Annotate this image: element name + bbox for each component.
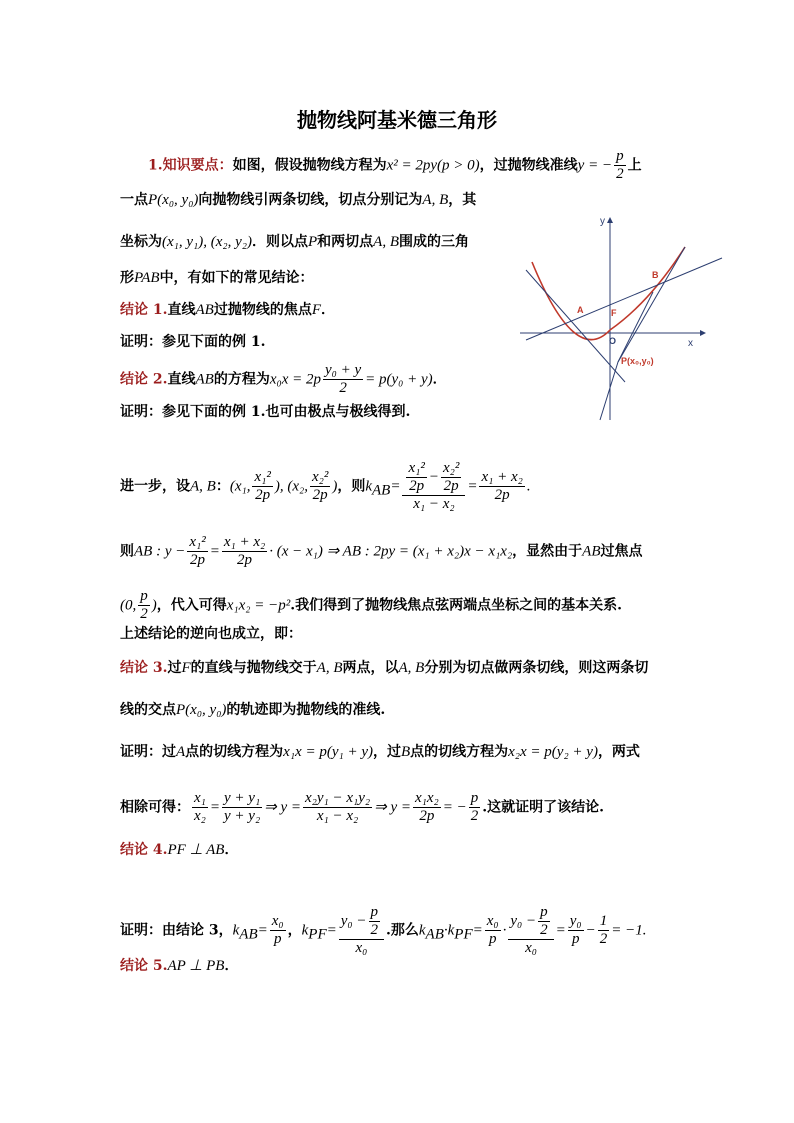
then-line: 则AB : y − $\frac{\text{x₁²}}{2p}$ = $\frac{\text{x₁ + x₂}}{2p}$ · (x − x₁) ⇒ AB : 2py = (x₁ + x₂)x − x₁x₂，显然由于AB过焦点 xyxy=(120,534,643,568)
label-y: y xyxy=(600,216,605,227)
proof-2: 证明：参见下面的例 1.也可由极点与极线得到. xyxy=(120,404,411,420)
parabola-curve xyxy=(532,247,685,340)
label-b: B xyxy=(652,270,659,280)
tangent-line-b xyxy=(618,247,685,362)
conclusion-1: 结论 1.直线AB过抛物线的焦点F． xyxy=(120,302,335,318)
proof-3-line-2: 相除可得： $\frac{\text{x₁}}{\text{x₂}}$ = $\frac{\text{y + y₁}}{\text{y + y₂}}$ ⇒ y = $\frac{\text{x₂y₁ − x₁y₂}}{\text{x₁ − x₂}}$ ⇒ y = $\frac{\text{x₁x₂}}{2p}$ = − $\frac{p}{2}$ .这就证明了该结论. xyxy=(120,790,604,824)
conclusion-2: 结论 2.直线AB的方程为x₀x = 2p $\frac{\text{y₀ + y}}{2}$ = p(y₀ + y)． xyxy=(120,362,447,396)
label-o: O xyxy=(609,336,617,346)
parabola-figure xyxy=(520,212,725,422)
chord-ab xyxy=(526,258,722,340)
conclusion-3-line-2: 线的交点P(x₀, y₀)的轨迹即为抛物线的准线. xyxy=(120,702,386,718)
page-title: 抛物线阿基米德三角形 xyxy=(297,108,497,132)
label-p: P(x₀,y₀) xyxy=(621,356,654,366)
conclusion-5: 结论 5.AP ⊥ PB． xyxy=(120,958,239,974)
label-f: F xyxy=(611,308,617,318)
proof-4: 证明：由结论 3，$k_{AB}=$ $\frac{\text{x₀}}{p}$ ，$k_{PF}=$ y₀ − $\frac{p}{2}$ x₀ .那么$k_{AB}\cdot k_{PF}=$ $\frac{\text{x₀}}{p}$ · y₀ − $\frac{p}{2}$ x₀ = $\frac{\text{y₀}}{p}$ − $\frac{1}{2}$ = −1. xyxy=(120,904,647,956)
inverse-line: 上述结论的逆向也成立，即： xyxy=(120,626,302,642)
label-a: A xyxy=(577,305,584,315)
proof-1: 证明：参见下面的例 1. xyxy=(120,334,266,350)
label-x: x xyxy=(688,338,693,349)
proof-3: 证明：过A点的切线方程为x₁x = p(y₁ + y)，过B点的切线方程为x₂x = p(y₂ + y)，两式 xyxy=(120,744,640,760)
intro-line-2: 一点P(x₀, y₀)向抛物线引两条切线，切点分别记为A, B，其 xyxy=(120,192,477,208)
conclusion-3: 结论 3.过F的直线与抛物线交于A, B两点，以A, B分别为切点做两条切线，则这两条切 xyxy=(120,660,649,676)
intro-label: 1.知识要点： xyxy=(148,157,233,174)
intro-line-3: 坐标为(x₁, y₁), (x₂, y₂)．则以点P和两切点A, B围成的三角 xyxy=(120,234,469,250)
intro-line-4: 形PAB中，有如下的常见结论： xyxy=(120,270,314,286)
line-pb-extended xyxy=(618,292,653,362)
intro-line-1: 1.知识要点：如图，假设抛物线方程为x² = 2py(p > 0)，过抛物线准线y = − $\frac{p}{2}$ 上 xyxy=(148,148,642,182)
further-line: 进一步，设A, B：(x₁, $\frac{\text{x₁²}}{2p}$ ), (x₂, $\frac{\text{x₂²}}{2p}$ )，则$k_{AB}=$ $\frac{\text{x₁²}}{2p}$ − $\frac{\text{x₂²}}{2p}$ x₁ − x₂ = $\frac{\text{x₁ + x₂}}{2p}$ . xyxy=(120,460,531,512)
line-pf xyxy=(600,362,618,420)
focus-line: (0, $\frac{p}{2}$ )，代入可得x₁x₂ = −p².我们得到了抛物线焦点弦两端点坐标之间的基本关系. xyxy=(120,588,622,622)
conclusion-4: 结论 4.PF ⊥ AB． xyxy=(120,842,239,858)
